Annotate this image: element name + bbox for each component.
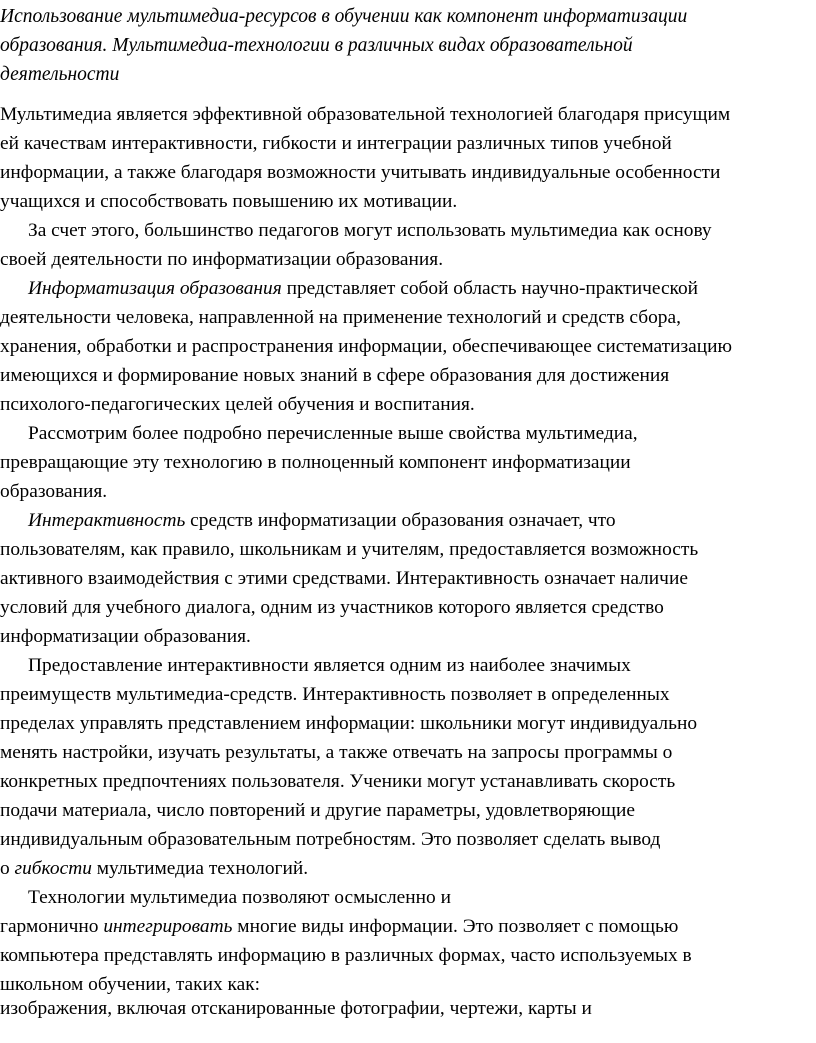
paragraph-teachers-basis: [0, 216, 816, 274]
text-line: деятельности человека, направленной на применение технологий и средств сбора,: [0, 307, 681, 328]
text-line: За счет этого, большинство педагогов могут использовать мультимедиа как основу: [28, 220, 712, 241]
paragraph-interactivity: [0, 506, 816, 651]
text-line: [0, 912, 816, 941]
text-line: образования.: [0, 481, 108, 502]
text-line: Мультимедиа является эффективной образовательной технологией благодаря присущим: [0, 104, 731, 125]
text-line: психолого-педагогических целей обучения и воспитания.: [0, 394, 475, 415]
text-fragment: о: [0, 858, 15, 879]
text-line: имеющихся и формирование новых знаний в сфере образования для достижения: [0, 365, 670, 386]
text-fragment: гармонично: [0, 916, 104, 937]
text-line: ей качествам интерактивности, гибкости и интеграции различных типов учебной: [0, 133, 672, 154]
heading-line: Использование мультимедиа-ресурсов в обучении как компонент информатизации: [0, 6, 688, 27]
paragraph-integration: [0, 883, 816, 999]
text-line: индивидуальным образовательным потребностям. Это позволяет сделать вывод: [0, 829, 661, 850]
paragraph-multimedia-intro: [0, 100, 816, 216]
text-fragment: многие виды информации. Это позволяет с помощью: [232, 916, 679, 937]
text-fragment: средств информатизации образования означает, что: [185, 510, 616, 531]
text-line: конкретных предпочтениях пользователя. Ученики могут устанавливать скорость: [0, 771, 676, 792]
text-line: [0, 854, 816, 883]
list-item-images: изображения, включая отсканированные фотографии, чертежи, карты и: [0, 998, 592, 1019]
text-line: учащихся и способствовать повышению их мотивации.: [0, 191, 458, 212]
text-line: [0, 274, 816, 303]
heading-line: деятельности: [0, 64, 120, 85]
text-line: хранения, обработки и распространения информации, обеспечивающее систематизацию: [0, 336, 733, 357]
text-line: информации, а также благодаря возможности учитывать индивидуальные особенности: [0, 162, 721, 183]
term-integrate: интегрировать: [103, 916, 233, 937]
text-line: условий для учебного диалога, одним из участников которого является средство: [0, 597, 664, 618]
text-line: активного взаимодействия с этими средствами. Интерактивность означает наличие: [0, 568, 688, 589]
text-line: преимуществ мультимедиа-средств. Интерактивность позволяет в определенных: [0, 684, 670, 705]
text-line: школьном обучении, таких как:: [0, 974, 261, 995]
text-fragment: мультимедиа технологий.: [91, 858, 309, 879]
text-line: пользователям, как правило, школьникам и учителям, предоставляется возможность: [0, 539, 699, 560]
paragraph-informatization-definition: [0, 274, 816, 419]
text-line: Рассмотрим более подробно перечисленные выше свойства мультимедиа,: [28, 423, 638, 444]
text-line: информатизации образования.: [0, 626, 251, 647]
document-body: [0, 100, 816, 999]
paragraph-properties-review: [0, 419, 816, 506]
text-fragment: представляет собой область научно-практической: [281, 278, 699, 299]
text-line: Технологии мультимедиа позволяют осмысленно и: [28, 887, 451, 908]
text-line: компьютера представлять информацию в различных формах, часто используемых в: [0, 945, 692, 966]
paragraph-interactivity-benefits: [0, 651, 816, 883]
text-line: подачи материала, число повторений и другие параметры, удовлетворяющие: [0, 800, 635, 821]
text-line: Предоставление интерактивности является одним из наиболее значимых: [28, 655, 631, 676]
text-line: пределах управлять представлением информации: школьники могут индивидуально: [0, 713, 698, 734]
heading-line: образования. Мультимедиа-технологии в различных видах образовательной: [0, 35, 633, 56]
term-flexibility: гибкости: [14, 858, 92, 879]
text-line: своей деятельности по информатизации образования.: [0, 249, 444, 270]
document-heading: [0, 2, 810, 89]
text-line: менять настройки, изучать результаты, а также отвечать на запросы программы о: [0, 742, 673, 763]
text-line: [0, 506, 816, 535]
text-line: превращающие эту технологию в полноценный компонент информатизации: [0, 452, 631, 473]
term-informatization: Информатизация образования: [28, 278, 282, 299]
term-interactivity: Интерактивность: [28, 510, 186, 531]
